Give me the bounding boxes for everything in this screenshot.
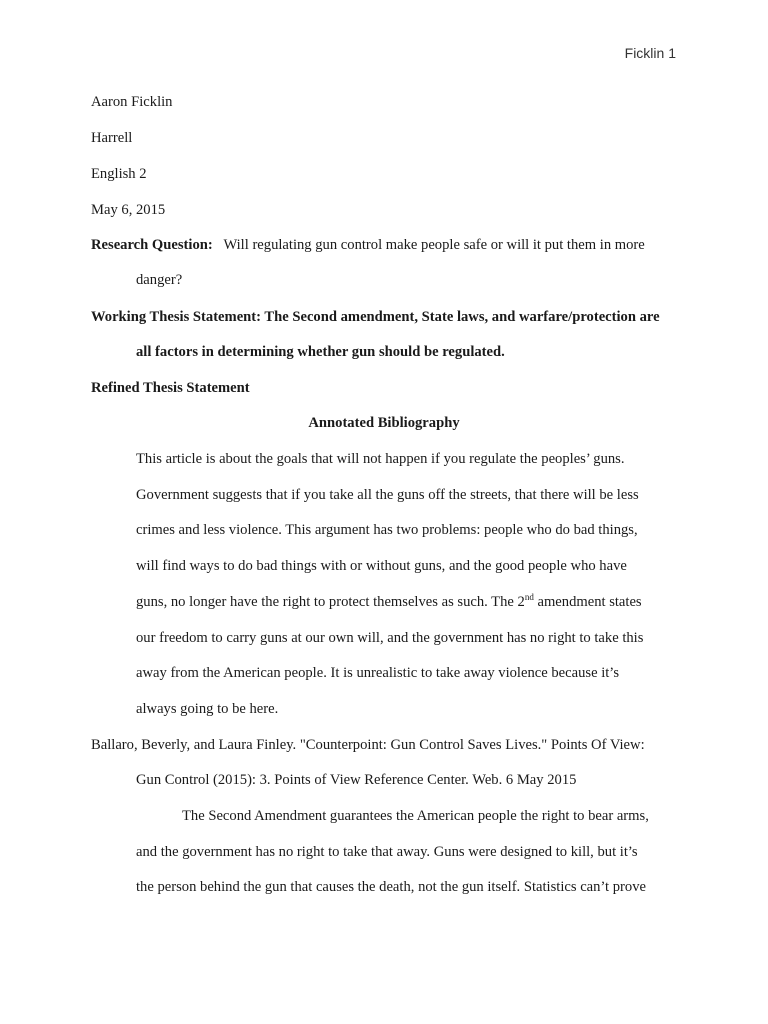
- annotation2-line: the person behind the gun that causes the death, not the gun itself. Statistics can’t prove: [136, 879, 646, 895]
- instructor-name: Harrell: [91, 130, 133, 146]
- annotation2-line: and the government has no right to take that away. Guns were designed to kill, but it’s: [136, 844, 638, 860]
- annotation1-line: This article is about the goals that will not happen if you regulate the peoples’ guns.: [136, 451, 625, 467]
- working-thesis-line2: all factors in determining whether gun should be regulated.: [136, 344, 505, 360]
- research-question-label: Research Question:: [91, 237, 213, 253]
- citation1-line2: Gun Control (2015): 3. Points of View Reference Center. Web. 6 May 2015: [136, 772, 577, 788]
- annotation1-line: Government suggests that if you take all the guns off the streets, that there will be less: [136, 487, 639, 503]
- annotation1-line: [136, 594, 642, 611]
- annotation1-line: our freedom to carry guns at our own will, and the government has no right to take this: [136, 630, 644, 646]
- refined-thesis-label: Refined Thesis Statement: [91, 380, 250, 396]
- annotation2-line: The Second Amendment guarantees the American people the right to bear arms,: [182, 808, 649, 824]
- bibliography-title: Annotated Bibliography: [308, 415, 460, 431]
- annotation1-line: away from the American people. It is unrealistic to take away violence because it’s: [136, 665, 620, 681]
- annotation1-text: amendment states: [533, 594, 642, 610]
- student-name: Aaron Ficklin: [91, 94, 173, 110]
- citation1-line1: Ballaro, Beverly, and Laura Finley. "Counterpoint: Gun Control Saves Lives." Points Of View:: [91, 737, 645, 753]
- research-question-text: Will regulating gun control make people safe or will it put them in more: [223, 237, 645, 253]
- working-thesis-line1: Working Thesis Statement: The Second amendment, State laws, and warfare/protection are: [91, 309, 660, 325]
- running-head: Ficklin 1: [624, 45, 676, 61]
- ordinal-suffix: nd: [524, 592, 534, 602]
- annotation1-line: will find ways to do bad things with or without guns, and the good people who have: [136, 558, 627, 574]
- annotation1-line: always going to be here.: [136, 701, 279, 717]
- research-question-line: [91, 237, 645, 254]
- research-question-continuation: danger?: [136, 272, 183, 288]
- annotation1-text: guns, no longer have the right to protect themselves as such. The 2: [136, 594, 525, 610]
- course-name: English 2: [91, 166, 147, 182]
- annotation1-line: crimes and less violence. This argument has two problems: people who do bad things,: [136, 522, 638, 538]
- document-date: May 6, 2015: [91, 202, 166, 218]
